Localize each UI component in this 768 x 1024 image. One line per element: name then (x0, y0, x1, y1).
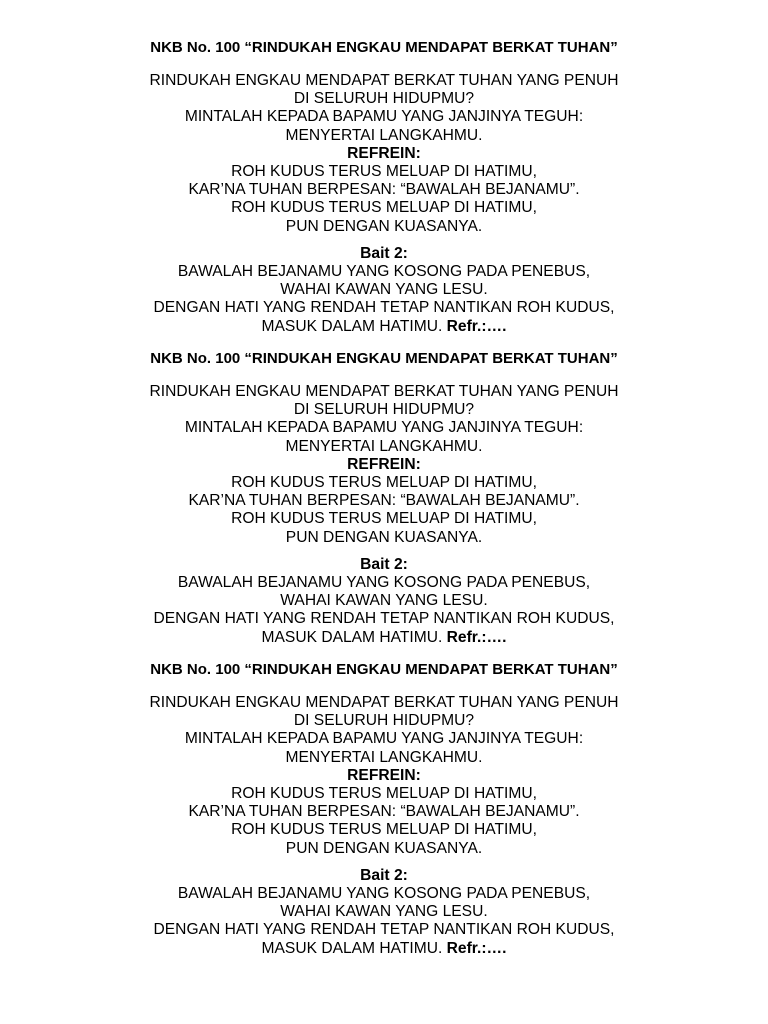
refrain (0, 456, 768, 547)
lyric-line: MENYERTAI LANGKAHMU. (285, 748, 483, 766)
hymn-section-2 (0, 349, 768, 647)
refrain-label: REFREIN: (347, 766, 421, 784)
verse-2 (0, 556, 768, 647)
verse-1 (0, 72, 768, 145)
lyric-line: ROH KUDUS TERUS MELUAP DI HATIMU, (231, 821, 537, 839)
lyric-line: MENYERTAI LANGKAHMU. (285, 126, 483, 144)
refr-label: Refr.:…. (446, 939, 507, 957)
lyric-line: ROH KUDUS TERUS MELUAP DI HATIMU, (231, 199, 537, 217)
lyric-line: ROH KUDUS TERUS MELUAP DI HATIMU, (231, 510, 537, 528)
lyric-line: PUN DENGAN KUASANYA. (285, 528, 483, 546)
lyric-line: DENGAN HATI YANG RENDAH TETAP NANTIKAN ROH KUDUS, (153, 610, 615, 628)
verse-2 (0, 245, 768, 336)
hymn-title: NKB No. 100 “RINDUKAH ENGKAU MENDAPAT BERKAT TUHAN” (150, 350, 618, 367)
lyric-line: RINDUKAH ENGKAU MENDAPAT BERKAT TUHAN YANG PENUH (149, 72, 619, 89)
lyric-line: ROH KUDUS TERUS MELUAP DI HATIMU, (231, 474, 537, 492)
lyric-line: MENYERTAI LANGKAHMU. (285, 437, 483, 455)
refrain-label: REFREIN: (347, 144, 421, 162)
stanza-gap (0, 547, 768, 556)
hymn-title: NKB No. 100 “RINDUKAH ENGKAU MENDAPAT BERKAT TUHAN” (150, 661, 618, 678)
refr-label: Refr.:…. (446, 628, 507, 646)
lyric-line: WAHAI KAWAN YANG LESU. (280, 903, 488, 921)
lyric-line-last (0, 940, 768, 958)
verse-2 (0, 867, 768, 958)
lyric-text: MASUK DALAM HATIMU. (261, 939, 443, 957)
verse-1 (0, 694, 768, 767)
lyric-line: KAR’NA TUHAN BERPESAN: “BAWALAH BEJANAMU”. (188, 181, 580, 199)
stanza-gap (0, 858, 768, 867)
refr-label: Refr.:…. (446, 317, 507, 335)
lyric-line: RINDUKAH ENGKAU MENDAPAT BERKAT TUHAN YANG PENUH (149, 694, 619, 711)
lyric-line: KAR’NA TUHAN BERPESAN: “BAWALAH BEJANAMU”. (188, 803, 580, 821)
lyric-line: DI SELURUH HIDUPMU? (293, 90, 475, 108)
stanza-gap (0, 236, 768, 245)
bait-label: Bait 2: (360, 866, 408, 884)
lyric-text: MASUK DALAM HATIMU. (261, 317, 443, 335)
lyric-line: ROH KUDUS TERUS MELUAP DI HATIMU, (231, 785, 537, 803)
lyric-line: MINTALAH KEPADA BAPAMU YANG JANJINYA TEGUH: (184, 419, 584, 437)
lyric-line: MINTALAH KEPADA BAPAMU YANG JANJINYA TEGUH: (184, 730, 584, 748)
verse-1 (0, 383, 768, 456)
lyric-line: BAWALAH BEJANAMU YANG KOSONG PADA PENEBUS, (177, 574, 591, 592)
hymn-section-1 (0, 38, 768, 336)
refrain-label: REFREIN: (347, 455, 421, 473)
lyric-line-last (0, 318, 768, 336)
bait-label: Bait 2: (360, 555, 408, 573)
lyric-line-last (0, 629, 768, 647)
lyric-line: KAR’NA TUHAN BERPESAN: “BAWALAH BEJANAMU”. (188, 492, 580, 510)
lyric-line: BAWALAH BEJANAMU YANG KOSONG PADA PENEBUS, (177, 885, 591, 903)
refrain (0, 145, 768, 236)
lyric-text: MASUK DALAM HATIMU. (261, 628, 443, 646)
lyric-line: MINTALAH KEPADA BAPAMU YANG JANJINYA TEGUH: (184, 108, 584, 126)
lyric-line: DENGAN HATI YANG RENDAH TETAP NANTIKAN ROH KUDUS, (153, 921, 615, 939)
refrain (0, 767, 768, 858)
lyric-line: BAWALAH BEJANAMU YANG KOSONG PADA PENEBUS, (177, 263, 591, 281)
lyric-line: WAHAI KAWAN YANG LESU. (280, 592, 488, 610)
lyric-line: DENGAN HATI YANG RENDAH TETAP NANTIKAN ROH KUDUS, (153, 299, 615, 317)
lyric-line: PUN DENGAN KUASANYA. (285, 217, 483, 235)
hymn-section-3 (0, 660, 768, 958)
lyric-line: RINDUKAH ENGKAU MENDAPAT BERKAT TUHAN YANG PENUH (149, 383, 619, 400)
lyric-line: DI SELURUH HIDUPMU? (293, 401, 475, 419)
bait-label: Bait 2: (360, 244, 408, 262)
lyric-line: PUN DENGAN KUASANYA. (285, 839, 483, 857)
lyric-line: DI SELURUH HIDUPMU? (293, 712, 475, 730)
lyric-line: ROH KUDUS TERUS MELUAP DI HATIMU, (231, 163, 537, 181)
lyric-line: WAHAI KAWAN YANG LESU. (280, 281, 488, 299)
hymn-title: NKB No. 100 “RINDUKAH ENGKAU MENDAPAT BERKAT TUHAN” (150, 39, 618, 56)
